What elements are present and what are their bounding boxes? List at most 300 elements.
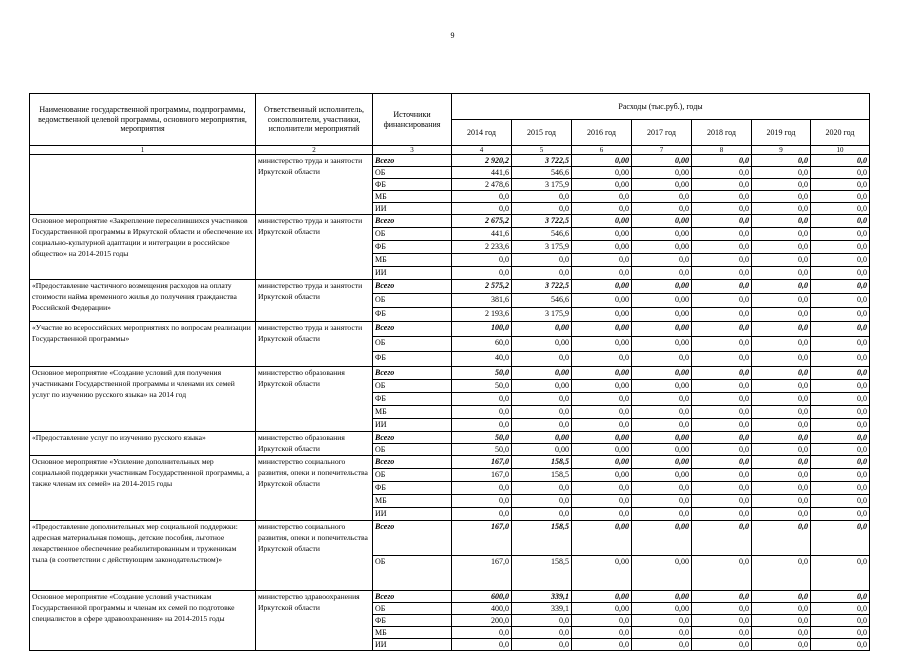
- expense-value: 0,00: [632, 179, 692, 191]
- expense-value: 100,0: [452, 322, 512, 337]
- expense-value: 0,0: [752, 294, 811, 308]
- header-year: 2014 год: [452, 120, 512, 146]
- executor-name: министерство здравоохранения Иркутской области: [256, 591, 373, 651]
- expense-value: 0,00: [632, 591, 692, 603]
- expense-value: 0,0: [572, 191, 632, 203]
- executor-name: министерство труда и занятости Иркутской области: [256, 322, 373, 367]
- expense-value: 0,00: [572, 367, 632, 380]
- expense-value: 0,0: [572, 508, 632, 521]
- expense-value: 0,0: [452, 393, 512, 406]
- expense-value: 0,0: [752, 337, 811, 352]
- measure-name: «Участие во всероссийских мероприятиях по вопросам реализации Государственной программы»: [30, 322, 256, 367]
- expense-value: 3 175,9: [512, 308, 572, 322]
- expense-value: 0,00: [632, 469, 692, 482]
- expense-value: 0,0: [752, 495, 811, 508]
- expense-value: 0,0: [811, 215, 870, 228]
- expense-value: 0,0: [752, 393, 811, 406]
- table-row: [30, 456, 870, 469]
- expense-value: 0,0: [811, 639, 870, 651]
- expense-value: 0,0: [512, 406, 572, 419]
- expense-value: 0,0: [692, 337, 752, 352]
- table-body: [30, 155, 870, 651]
- expense-value: 0,00: [572, 167, 632, 179]
- expense-value: 0,0: [752, 155, 811, 167]
- expense-value: 0,0: [692, 367, 752, 380]
- expense-value: 0,0: [572, 352, 632, 367]
- table-row: [30, 322, 870, 337]
- expense-value: 0,0: [512, 615, 572, 627]
- expense-value: 0,0: [811, 294, 870, 308]
- expense-value: 0,0: [632, 419, 692, 432]
- measure-name: «Предоставление дополнительных мер социальной поддержки: адресная материальная помощь, детские пособия, льготное лекарственное обеспечение реабилитированным и труженикам тыла (в соответствии с действующим законодательством)»: [30, 521, 256, 591]
- funding-source: МБ: [373, 254, 452, 267]
- expense-value: 0,0: [572, 267, 632, 280]
- header-executor: Ответственный исполнитель, соисполнители, участники, исполнители мероприятий: [256, 94, 373, 146]
- expense-value: 0,0: [632, 495, 692, 508]
- expense-value: 0,0: [632, 639, 692, 651]
- expense-value: 0,0: [632, 482, 692, 495]
- expense-value: 0,0: [692, 203, 752, 215]
- expense-value: 0,00: [572, 155, 632, 167]
- expense-value: 0,0: [452, 203, 512, 215]
- header-year: 2015 год: [512, 120, 572, 146]
- column-number: 8: [692, 146, 752, 155]
- expense-value: 0,0: [452, 267, 512, 280]
- header-name: Наименование государственной программы, подпрограммы, ведомственной целевой программы, основного мероприятия, мероприятия: [30, 94, 256, 146]
- expense-value: 0,00: [632, 294, 692, 308]
- funding-source: Всего: [373, 367, 452, 380]
- expense-value: 0,0: [452, 482, 512, 495]
- expense-value: 0,0: [811, 254, 870, 267]
- column-number: 10: [811, 146, 870, 155]
- expense-value: 0,0: [692, 419, 752, 432]
- expense-value: 0,0: [692, 228, 752, 241]
- expense-value: 158,5: [512, 469, 572, 482]
- expense-value: 0,0: [811, 432, 870, 444]
- funding-source: ОБ: [373, 380, 452, 393]
- expense-value: 0,0: [752, 267, 811, 280]
- expense-value: 3 722,5: [512, 155, 572, 167]
- expense-value: 0,0: [752, 179, 811, 191]
- expense-value: 400,0: [452, 603, 512, 615]
- expense-value: 167,0: [452, 469, 512, 482]
- column-number: 5: [512, 146, 572, 155]
- measure-name: «Предоставление услуг по изучению русского языка»: [30, 432, 256, 456]
- expense-value: 0,0: [692, 254, 752, 267]
- header-year: 2020 год: [811, 120, 870, 146]
- expense-value: 0,0: [512, 482, 572, 495]
- expense-value: 0,00: [632, 228, 692, 241]
- executor-name: министерство труда и занятости Иркутской области: [256, 215, 373, 280]
- column-number: 4: [452, 146, 512, 155]
- funding-source: ИИ: [373, 267, 452, 280]
- expense-value: 0,00: [572, 456, 632, 469]
- expense-value: 0,0: [752, 241, 811, 254]
- expense-value: 546,6: [512, 294, 572, 308]
- expense-value: 50,0: [452, 432, 512, 444]
- expense-value: 0,00: [512, 367, 572, 380]
- expense-value: 0,0: [811, 603, 870, 615]
- expense-value: 0,0: [692, 380, 752, 393]
- funding-source: ОБ: [373, 444, 452, 456]
- expense-value: 0,0: [811, 308, 870, 322]
- expense-value: 0,0: [811, 337, 870, 352]
- funding-source: ОБ: [373, 228, 452, 241]
- budget-table: [29, 93, 870, 651]
- expense-value: 0,00: [572, 521, 632, 556]
- funding-source: ФБ: [373, 482, 452, 495]
- expense-value: 0,0: [811, 352, 870, 367]
- expense-value: 0,00: [632, 167, 692, 179]
- expense-value: 0,00: [572, 322, 632, 337]
- column-number: 1: [30, 146, 256, 155]
- expense-value: 0,0: [752, 482, 811, 495]
- expense-value: 0,00: [512, 444, 572, 456]
- expense-value: 0,0: [452, 495, 512, 508]
- expense-value: 0,0: [811, 521, 870, 556]
- expense-value: 0,00: [632, 380, 692, 393]
- expense-value: 339,1: [512, 591, 572, 603]
- funding-source: Всего: [373, 322, 452, 337]
- executor-name: министерство труда и занятости Иркутской области: [256, 280, 373, 322]
- expense-value: 0,0: [752, 627, 811, 639]
- expense-value: 0,0: [692, 393, 752, 406]
- funding-source: ФБ: [373, 308, 452, 322]
- expense-value: 0,0: [692, 615, 752, 627]
- expense-value: 0,0: [572, 482, 632, 495]
- expense-value: 0,00: [572, 215, 632, 228]
- expense-value: 0,0: [692, 191, 752, 203]
- expense-value: 0,0: [512, 393, 572, 406]
- expense-value: 0,00: [572, 469, 632, 482]
- expense-value: 0,0: [692, 294, 752, 308]
- expense-value: 0,0: [632, 203, 692, 215]
- expense-value: 0,0: [752, 322, 811, 337]
- funding-source: ОБ: [373, 603, 452, 615]
- expense-value: 0,0: [692, 469, 752, 482]
- expense-value: 0,0: [811, 469, 870, 482]
- expense-value: 0,0: [452, 419, 512, 432]
- expense-value: 600,0: [452, 591, 512, 603]
- expense-value: 0,0: [452, 406, 512, 419]
- expense-value: 167,0: [452, 521, 512, 556]
- expense-value: 0,00: [632, 367, 692, 380]
- expense-value: 0,0: [811, 419, 870, 432]
- expense-value: 0,0: [632, 627, 692, 639]
- expense-value: 0,0: [692, 456, 752, 469]
- expense-value: 0,0: [752, 444, 811, 456]
- expense-value: 0,00: [632, 308, 692, 322]
- expense-value: 0,0: [752, 469, 811, 482]
- expense-value: 0,0: [632, 267, 692, 280]
- expense-value: 0,00: [632, 280, 692, 294]
- expense-value: 2 478,6: [452, 179, 512, 191]
- expense-value: 0,0: [512, 267, 572, 280]
- measure-name: Основное мероприятие «Создание условий для получения участниками Государственной программы и членами их семей услуг по изучению русского языка» на 2014 год: [30, 367, 256, 432]
- expense-value: 0,0: [752, 203, 811, 215]
- expense-value: 0,00: [512, 380, 572, 393]
- expense-value: 0,0: [692, 406, 752, 419]
- expense-value: 50,0: [452, 444, 512, 456]
- expense-value: 0,00: [572, 308, 632, 322]
- expense-value: 0,0: [512, 254, 572, 267]
- expense-value: 0,0: [632, 615, 692, 627]
- expense-value: 0,0: [692, 639, 752, 651]
- expense-value: 0,0: [811, 167, 870, 179]
- expense-value: 0,0: [752, 603, 811, 615]
- expense-value: 0,00: [632, 556, 692, 591]
- funding-source: МБ: [373, 406, 452, 419]
- expense-value: 546,6: [512, 228, 572, 241]
- expense-value: 0,00: [572, 280, 632, 294]
- expense-value: 0,0: [811, 591, 870, 603]
- expense-value: 0,0: [572, 639, 632, 651]
- expense-value: 50,0: [452, 380, 512, 393]
- expense-value: 0,00: [632, 603, 692, 615]
- expense-value: 0,00: [512, 337, 572, 352]
- expense-value: 0,0: [811, 380, 870, 393]
- expense-value: 0,0: [692, 308, 752, 322]
- expense-value: 0,0: [512, 639, 572, 651]
- header-source: Источники финансирования: [373, 94, 452, 146]
- expense-value: 3 175,9: [512, 241, 572, 254]
- expense-value: 0,0: [572, 393, 632, 406]
- expense-value: 0,0: [811, 155, 870, 167]
- expense-value: 0,0: [632, 406, 692, 419]
- funding-source: МБ: [373, 191, 452, 203]
- funding-source: Всего: [373, 280, 452, 294]
- expense-value: 441,6: [452, 167, 512, 179]
- expense-value: 0,0: [811, 191, 870, 203]
- expense-value: 0,00: [632, 155, 692, 167]
- expense-value: 441,6: [452, 228, 512, 241]
- expense-value: 0,0: [572, 406, 632, 419]
- expense-value: 0,0: [632, 352, 692, 367]
- expense-value: 0,00: [632, 337, 692, 352]
- expense-value: 0,00: [572, 241, 632, 254]
- expense-value: 0,00: [572, 179, 632, 191]
- expense-value: 158,5: [512, 456, 572, 469]
- expense-value: 0,0: [752, 556, 811, 591]
- expense-value: 0,00: [572, 337, 632, 352]
- expense-value: 0,00: [632, 241, 692, 254]
- expense-value: 0,0: [811, 495, 870, 508]
- funding-source: ИИ: [373, 203, 452, 215]
- expense-value: 200,0: [452, 615, 512, 627]
- expense-value: 0,0: [752, 591, 811, 603]
- expense-value: 0,0: [692, 508, 752, 521]
- expense-value: 0,0: [752, 228, 811, 241]
- expense-value: 0,00: [632, 521, 692, 556]
- expense-value: 0,0: [452, 508, 512, 521]
- funding-source: ФБ: [373, 393, 452, 406]
- expense-value: 0,0: [692, 280, 752, 294]
- funding-source: ИИ: [373, 639, 452, 651]
- expense-value: 0,0: [811, 556, 870, 591]
- expense-value: 339,1: [512, 603, 572, 615]
- expense-value: 0,0: [692, 267, 752, 280]
- executor-name: министерство труда и занятости Иркутской области: [256, 155, 373, 215]
- expense-value: 0,0: [752, 308, 811, 322]
- expense-value: 0,0: [752, 191, 811, 203]
- column-number: 3: [373, 146, 452, 155]
- expense-value: 0,0: [811, 241, 870, 254]
- funding-source: Всего: [373, 456, 452, 469]
- expense-value: 0,00: [512, 322, 572, 337]
- expense-value: 3 722,5: [512, 280, 572, 294]
- expense-value: 0,0: [512, 627, 572, 639]
- table-row: [30, 280, 870, 294]
- expense-value: 0,0: [752, 521, 811, 556]
- page-number: 9: [450, 31, 455, 40]
- expense-value: 167,0: [452, 456, 512, 469]
- expense-value: 0,0: [811, 456, 870, 469]
- expense-value: 0,0: [752, 380, 811, 393]
- expense-value: 0,00: [572, 556, 632, 591]
- expense-value: 0,0: [752, 280, 811, 294]
- table-row: [30, 155, 870, 167]
- funding-source: Всего: [373, 215, 452, 228]
- expense-value: 0,0: [572, 254, 632, 267]
- expense-value: 0,00: [632, 215, 692, 228]
- table-row: [30, 591, 870, 603]
- expense-value: 0,00: [572, 444, 632, 456]
- expense-value: 546,6: [512, 167, 572, 179]
- expense-value: 0,0: [811, 627, 870, 639]
- expense-value: 0,0: [752, 406, 811, 419]
- expense-value: 0,0: [811, 508, 870, 521]
- expense-value: 0,0: [632, 393, 692, 406]
- header-expenses: Расходы (тыс.руб.), годы: [452, 94, 870, 120]
- expense-value: 0,0: [512, 203, 572, 215]
- expense-value: 0,0: [512, 352, 572, 367]
- expense-value: 158,5: [512, 521, 572, 556]
- expense-value: 0,0: [692, 556, 752, 591]
- expense-value: 0,0: [512, 191, 572, 203]
- expense-value: 0,0: [692, 167, 752, 179]
- expense-value: 0,00: [632, 322, 692, 337]
- expense-value: 0,0: [811, 615, 870, 627]
- funding-source: ОБ: [373, 167, 452, 179]
- expense-value: 0,0: [572, 627, 632, 639]
- funding-source: ФБ: [373, 241, 452, 254]
- expense-value: 2 675,2: [452, 215, 512, 228]
- expense-value: 0,0: [811, 228, 870, 241]
- expense-value: 0,0: [811, 203, 870, 215]
- column-number: 2: [256, 146, 373, 155]
- funding-source: ФБ: [373, 179, 452, 191]
- funding-source: ОБ: [373, 556, 452, 591]
- expense-value: 167,0: [452, 556, 512, 591]
- expense-value: 40,0: [452, 352, 512, 367]
- measure-name: Основное мероприятие «Создание условий участникам Государственной программы и членам их семей по подготовке специалистов в сфере здравоохранения» на 2014-2015 годы: [30, 591, 256, 651]
- expense-value: 2 233,6: [452, 241, 512, 254]
- expense-value: 0,0: [632, 191, 692, 203]
- expense-value: 0,0: [692, 179, 752, 191]
- expense-value: 0,0: [692, 482, 752, 495]
- table-row: [30, 432, 870, 444]
- expense-value: 0,0: [572, 495, 632, 508]
- expense-value: 0,0: [692, 591, 752, 603]
- header-year: 2018 год: [692, 120, 752, 146]
- expense-value: 0,0: [632, 508, 692, 521]
- expense-value: 0,0: [572, 615, 632, 627]
- expense-value: 0,0: [692, 215, 752, 228]
- executor-name: министерство образования Иркутской области: [256, 432, 373, 456]
- executor-name: министерство социального развития, опеки и попечительства Иркутской области: [256, 521, 373, 591]
- expense-value: 0,0: [752, 215, 811, 228]
- expense-value: 0,0: [512, 419, 572, 432]
- expense-value: 3 722,5: [512, 215, 572, 228]
- expense-value: 0,00: [572, 228, 632, 241]
- expense-value: 0,0: [452, 639, 512, 651]
- header-year: 2019 год: [752, 120, 811, 146]
- table-row: [30, 367, 870, 380]
- expense-value: 2 193,6: [452, 308, 512, 322]
- expense-value: 0,0: [692, 627, 752, 639]
- expense-value: 0,00: [632, 432, 692, 444]
- expense-value: 0,0: [752, 508, 811, 521]
- expense-value: 0,0: [572, 203, 632, 215]
- measure-name: «Предоставление частичного возмещения расходов на оплату стоимости найма временного жилья до получения гражданства Российской Федерации»: [30, 280, 256, 322]
- expense-value: 0,0: [811, 280, 870, 294]
- expense-value: 60,0: [452, 337, 512, 352]
- funding-source: МБ: [373, 627, 452, 639]
- executor-name: министерство социального развития, опеки и попечительства Иркутской области: [256, 456, 373, 521]
- column-number: 6: [572, 146, 632, 155]
- expense-value: 0,0: [692, 603, 752, 615]
- funding-source: МБ: [373, 495, 452, 508]
- expense-value: 0,0: [811, 322, 870, 337]
- funding-source: Всего: [373, 521, 452, 556]
- expense-value: 0,0: [811, 367, 870, 380]
- expense-value: 0,0: [452, 254, 512, 267]
- funding-source: ОБ: [373, 469, 452, 482]
- expense-value: 0,0: [692, 352, 752, 367]
- expense-value: 0,0: [572, 419, 632, 432]
- funding-source: Всего: [373, 432, 452, 444]
- expense-value: 0,00: [572, 432, 632, 444]
- expense-value: 3 175,9: [512, 179, 572, 191]
- expense-value: 0,0: [811, 444, 870, 456]
- expense-value: 0,0: [752, 167, 811, 179]
- measure-name: Основное мероприятие «Закрепление переселившихся участников Государственной программы в Иркутской области и обеспечение их социально-культурной адаптации и интеграции в российское общество» на 2014-2015 годы: [30, 215, 256, 280]
- funding-source: ФБ: [373, 615, 452, 627]
- expense-value: 0,00: [572, 380, 632, 393]
- expense-value: 158,5: [512, 556, 572, 591]
- expense-value: 0,0: [512, 495, 572, 508]
- expense-value: 0,0: [811, 267, 870, 280]
- expense-value: 0,00: [572, 294, 632, 308]
- header-year: 2016 год: [572, 120, 632, 146]
- funding-source: ИИ: [373, 508, 452, 521]
- table-row: [30, 215, 870, 228]
- expense-value: 0,0: [752, 254, 811, 267]
- expense-value: 0,0: [752, 615, 811, 627]
- funding-source: Всего: [373, 591, 452, 603]
- expense-value: 0,00: [572, 591, 632, 603]
- expense-value: 50,0: [452, 367, 512, 380]
- expense-value: 0,00: [632, 444, 692, 456]
- expense-value: 0,0: [752, 456, 811, 469]
- expense-value: 0,0: [452, 627, 512, 639]
- expense-value: 0,00: [572, 603, 632, 615]
- table-row: [30, 521, 870, 556]
- expense-value: 0,0: [692, 495, 752, 508]
- expense-value: 0,00: [632, 456, 692, 469]
- expense-value: 2 920,2: [452, 155, 512, 167]
- expense-value: 0,0: [692, 322, 752, 337]
